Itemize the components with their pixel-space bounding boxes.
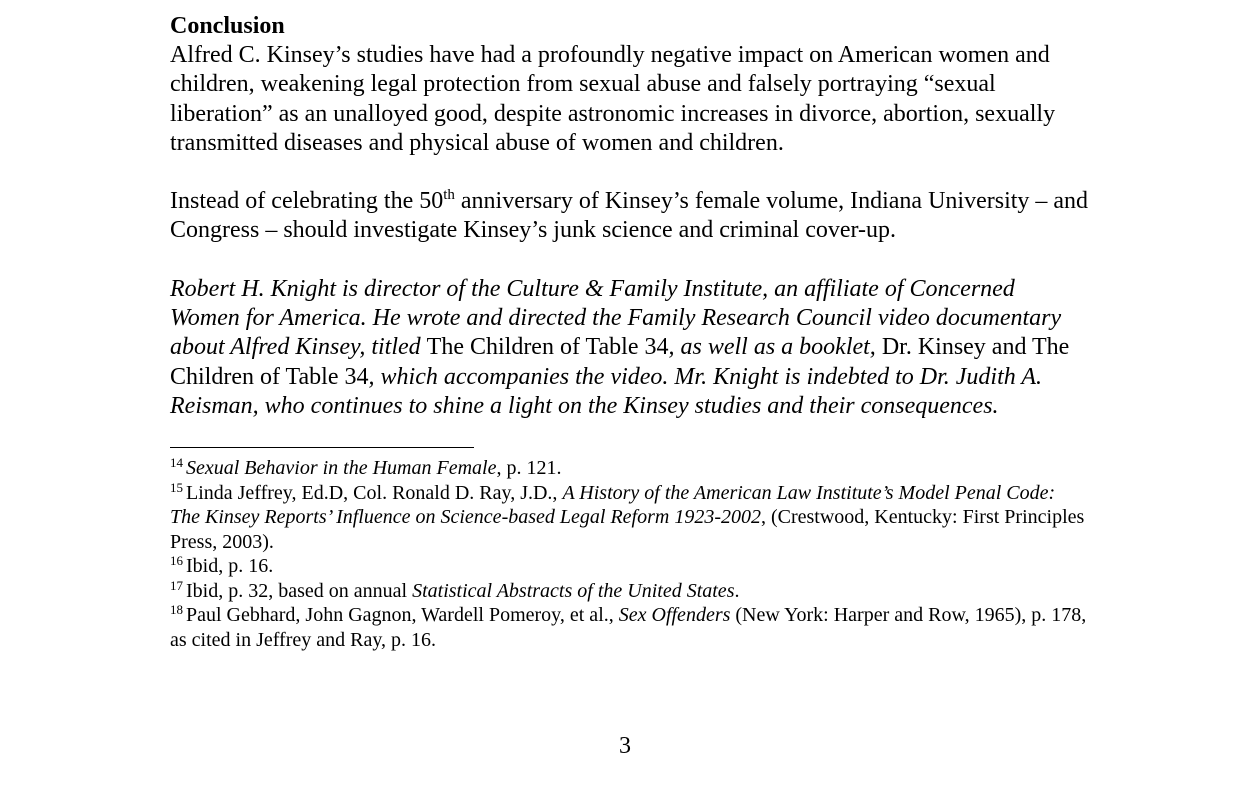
- ordinal-superscript: th: [443, 187, 455, 204]
- author-bio-part-1: Robert H. Knight is director of the Culture & Family Institute, an affiliate of Concerned Women for America. He wrote and directed the Family Research Council video documentary about Alfred Kinsey, titled: [170, 275, 1062, 361]
- footnote-prefix: Ibid, p. 32, based on annual: [186, 579, 413, 602]
- footnote-prefix: Paul Gebhard, John Gagnon, Wardell Pomeroy, et al.,: [186, 604, 619, 627]
- footnote-15: [170, 481, 1090, 555]
- footnote-number: 14: [170, 455, 183, 471]
- recommendation-text-end: anniversary of Kinsey’s female volume, Indiana University – and Congress – should investigate Kinsey’s junk science and criminal cover-up.: [170, 188, 1089, 244]
- footnote-14: [170, 456, 1090, 481]
- footnote-italic: Sexual Behavior in the Human Female: [186, 457, 497, 480]
- footnote-17: [170, 579, 1090, 604]
- footnote-text: (New York: Harper and Row, 1965), p. 178, as cited in Jeffrey and Ray, p. 16.: [170, 604, 1087, 651]
- footnote-text: Ibid, p. 16.: [186, 555, 274, 578]
- footnote-italic: Sex Offenders: [618, 604, 731, 627]
- video-title: The Children of Table 34: [426, 334, 669, 361]
- author-bio: [170, 275, 1090, 421]
- author-bio-part-2: , as well as a booklet,: [668, 334, 882, 361]
- footnote-italic: Statistical Abstracts of the United States: [412, 579, 735, 602]
- footnote-text: , (Crestwood, Kentucky: First Principles Press, 2003).: [170, 506, 1085, 553]
- footnote-number: 17: [170, 577, 183, 593]
- footnote-italic: A History of the American Law Institute’s Model Penal Code: The Kinsey Reports’ Influence on Science-based Legal Reform 1923-2002: [170, 481, 1056, 529]
- footnote-number: 15: [170, 479, 183, 495]
- footnote-16: [170, 554, 1090, 579]
- document-page: [170, 12, 1090, 652]
- footnote-divider: [170, 447, 474, 448]
- footnote-prefix: Linda Jeffrey, Ed.D, Col. Ronald D. Ray, J.D.,: [186, 481, 563, 504]
- conclusion-paragraph: Alfred C. Kinsey’s studies have had a profoundly negative impact on American women and children, weakening legal protection from sexual abuse and falsely portraying “sexual liberation” as an unalloyed good, despite astronomic increases in divorce, abortion, sexually transmitted diseases and physical abuse of women and children.: [170, 42, 1056, 156]
- footnote-number: 16: [170, 553, 183, 569]
- recommendation-text-start: Instead of celebrating the 50: [170, 188, 444, 215]
- booklet-title: Dr. Kinsey and The Children of Table 34: [170, 334, 1070, 390]
- author-bio-part-3: , which accompanies the video. Mr. Knight is indebted to Dr. Judith A. Reisman, who continues to shine a light on the Kinsey studies and their consequences.: [170, 363, 1042, 419]
- footnote-18: [170, 603, 1090, 652]
- footnote-text: , p. 121.: [496, 457, 562, 480]
- section-heading: Conclusion: [170, 13, 285, 39]
- page-number: 3: [619, 733, 631, 759]
- footnote-number: 18: [170, 602, 183, 618]
- recommendation-paragraph: [170, 187, 1090, 246]
- footnote-text: .: [734, 579, 740, 602]
